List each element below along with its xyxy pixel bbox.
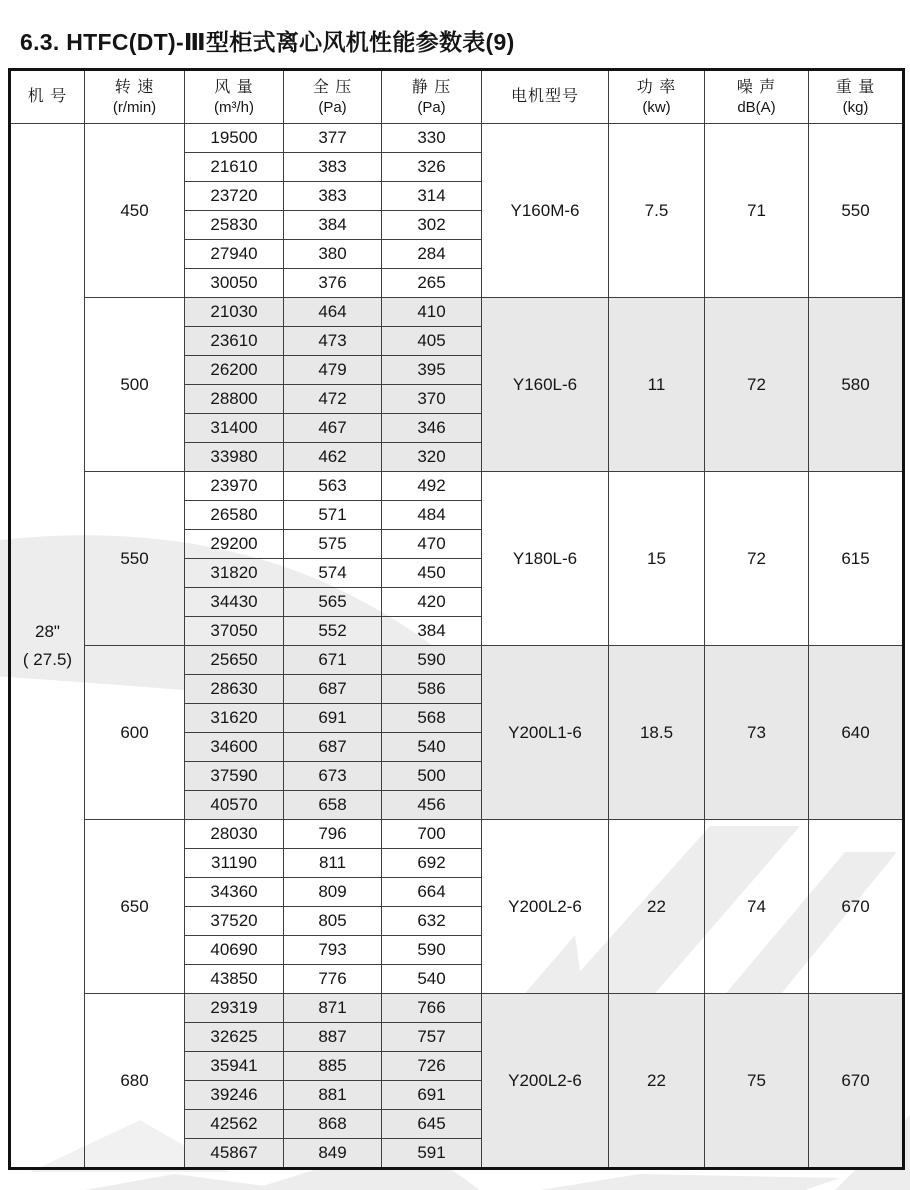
table-row bbox=[10, 298, 904, 327]
static-pressure-cell: 500 bbox=[382, 762, 482, 791]
noise-cell: 72 bbox=[705, 298, 809, 472]
total-pressure-cell: 384 bbox=[284, 211, 382, 240]
static-pressure-cell: 456 bbox=[382, 791, 482, 820]
airflow-cell: 31820 bbox=[185, 559, 284, 588]
total-pressure-cell: 776 bbox=[284, 965, 382, 994]
table-row bbox=[10, 646, 904, 675]
header-label: 全 压 bbox=[312, 78, 353, 96]
table-header-row bbox=[10, 70, 904, 124]
header-unit: dB(A) bbox=[737, 98, 776, 116]
header-unit: (Pa) bbox=[318, 98, 347, 116]
static-pressure-cell: 420 bbox=[382, 588, 482, 617]
header-cell-weight bbox=[809, 70, 904, 124]
static-pressure-cell: 540 bbox=[382, 965, 482, 994]
total-pressure-cell: 479 bbox=[284, 356, 382, 385]
static-pressure-cell: 470 bbox=[382, 530, 482, 559]
power-cell: 22 bbox=[609, 820, 705, 994]
header-unit: (kw) bbox=[642, 98, 671, 116]
watermark-wedge-bottom-wide bbox=[540, 1174, 840, 1190]
motor-model-cell: Y200L2-6 bbox=[482, 994, 609, 1169]
total-pressure-cell: 565 bbox=[284, 588, 382, 617]
total-pressure-cell: 673 bbox=[284, 762, 382, 791]
static-pressure-cell: 540 bbox=[382, 733, 482, 762]
header-cell-speed bbox=[85, 70, 185, 124]
table-row bbox=[10, 820, 904, 849]
noise-cell: 74 bbox=[705, 820, 809, 994]
static-pressure-cell: 384 bbox=[382, 617, 482, 646]
header-unit: (r/min) bbox=[112, 98, 157, 116]
static-pressure-cell: 450 bbox=[382, 559, 482, 588]
header-label: 风 量 bbox=[214, 78, 254, 96]
speed-cell: 450 bbox=[85, 124, 185, 298]
speed-cell: 500 bbox=[85, 298, 185, 472]
airflow-cell: 39246 bbox=[185, 1081, 284, 1110]
airflow-cell: 35941 bbox=[185, 1052, 284, 1081]
total-pressure-cell: 377 bbox=[284, 124, 382, 153]
static-pressure-cell: 284 bbox=[382, 240, 482, 269]
noise-cell: 75 bbox=[705, 994, 809, 1169]
static-pressure-cell: 314 bbox=[382, 182, 482, 211]
total-pressure-cell: 574 bbox=[284, 559, 382, 588]
static-pressure-cell: 302 bbox=[382, 211, 482, 240]
total-pressure-cell: 563 bbox=[284, 472, 382, 501]
total-pressure-cell: 885 bbox=[284, 1052, 382, 1081]
airflow-cell: 30050 bbox=[185, 269, 284, 298]
header-unit: (kg) bbox=[842, 98, 869, 116]
noise-cell: 71 bbox=[705, 124, 809, 298]
airflow-cell: 32625 bbox=[185, 1023, 284, 1052]
noise-cell: 73 bbox=[705, 646, 809, 820]
airflow-cell: 37520 bbox=[185, 907, 284, 936]
airflow-cell: 23610 bbox=[185, 327, 284, 356]
machine-number-cell bbox=[10, 124, 85, 1169]
airflow-cell: 26200 bbox=[185, 356, 284, 385]
weight-cell: 580 bbox=[809, 298, 904, 472]
page-title: 6.3. HTFC(DT)-Ⅲ型柜式离心风机性能参数表(9) bbox=[20, 29, 515, 55]
airflow-cell: 28030 bbox=[185, 820, 284, 849]
header-cell-static-pressure bbox=[382, 70, 482, 124]
total-pressure-cell: 881 bbox=[284, 1081, 382, 1110]
static-pressure-cell: 590 bbox=[382, 646, 482, 675]
airflow-cell: 33980 bbox=[185, 443, 284, 472]
total-pressure-cell: 380 bbox=[284, 240, 382, 269]
static-pressure-cell: 692 bbox=[382, 849, 482, 878]
static-pressure-cell: 632 bbox=[382, 907, 482, 936]
total-pressure-cell: 571 bbox=[284, 501, 382, 530]
airflow-cell: 28800 bbox=[185, 385, 284, 414]
power-cell: 11 bbox=[609, 298, 705, 472]
airflow-cell: 28630 bbox=[185, 675, 284, 704]
airflow-cell: 31190 bbox=[185, 849, 284, 878]
speed-cell: 600 bbox=[85, 646, 185, 820]
total-pressure-cell: 552 bbox=[284, 617, 382, 646]
static-pressure-cell: 320 bbox=[382, 443, 482, 472]
static-pressure-cell: 484 bbox=[382, 501, 482, 530]
airflow-cell: 42562 bbox=[185, 1110, 284, 1139]
total-pressure-cell: 671 bbox=[284, 646, 382, 675]
static-pressure-cell: 330 bbox=[382, 124, 482, 153]
header-label: 转 速 bbox=[114, 78, 155, 96]
airflow-cell: 23720 bbox=[185, 182, 284, 211]
total-pressure-cell: 467 bbox=[284, 414, 382, 443]
airflow-cell: 27940 bbox=[185, 240, 284, 269]
static-pressure-cell: 766 bbox=[382, 994, 482, 1023]
total-pressure-cell: 887 bbox=[284, 1023, 382, 1052]
static-pressure-cell: 645 bbox=[382, 1110, 482, 1139]
airflow-cell: 31620 bbox=[185, 704, 284, 733]
header-cell-total-pressure bbox=[284, 70, 382, 124]
static-pressure-cell: 757 bbox=[382, 1023, 482, 1052]
airflow-cell: 37590 bbox=[185, 762, 284, 791]
header-unit: (m³/h) bbox=[214, 98, 254, 116]
speed-cell: 680 bbox=[85, 994, 185, 1169]
performance-table bbox=[8, 68, 905, 1170]
motor-model-cell: Y160M-6 bbox=[482, 124, 609, 298]
total-pressure-cell: 383 bbox=[284, 153, 382, 182]
total-pressure-cell: 376 bbox=[284, 269, 382, 298]
total-pressure-cell: 793 bbox=[284, 936, 382, 965]
airflow-cell: 19500 bbox=[185, 124, 284, 153]
static-pressure-cell: 395 bbox=[382, 356, 482, 385]
static-pressure-cell: 370 bbox=[382, 385, 482, 414]
airflow-cell: 37050 bbox=[185, 617, 284, 646]
table-row bbox=[10, 124, 904, 153]
header-cell-power bbox=[609, 70, 705, 124]
header-label: 重 量 bbox=[835, 78, 876, 96]
machine-number-line2: ( 27.5) bbox=[22, 649, 73, 669]
total-pressure-cell: 871 bbox=[284, 994, 382, 1023]
total-pressure-cell: 805 bbox=[284, 907, 382, 936]
header-unit: (Pa) bbox=[417, 98, 446, 116]
motor-model-cell: Y200L2-6 bbox=[482, 820, 609, 994]
machine-number-line1: 28" bbox=[35, 622, 60, 642]
airflow-cell: 31400 bbox=[185, 414, 284, 443]
total-pressure-cell: 464 bbox=[284, 298, 382, 327]
static-pressure-cell: 726 bbox=[382, 1052, 482, 1081]
airflow-cell: 21030 bbox=[185, 298, 284, 327]
weight-cell: 615 bbox=[809, 472, 904, 646]
total-pressure-cell: 462 bbox=[284, 443, 382, 472]
speed-cell: 550 bbox=[85, 472, 185, 646]
airflow-cell: 29200 bbox=[185, 530, 284, 559]
airflow-cell: 23970 bbox=[185, 472, 284, 501]
airflow-cell: 26580 bbox=[185, 501, 284, 530]
static-pressure-cell: 591 bbox=[382, 1139, 482, 1169]
airflow-cell: 34360 bbox=[185, 878, 284, 907]
airflow-cell: 45867 bbox=[185, 1139, 284, 1169]
static-pressure-cell: 492 bbox=[382, 472, 482, 501]
weight-cell: 670 bbox=[809, 820, 904, 994]
static-pressure-cell: 410 bbox=[382, 298, 482, 327]
static-pressure-cell: 326 bbox=[382, 153, 482, 182]
static-pressure-cell: 691 bbox=[382, 1081, 482, 1110]
static-pressure-cell: 700 bbox=[382, 820, 482, 849]
header-cell-motor-model bbox=[482, 70, 609, 124]
total-pressure-cell: 868 bbox=[284, 1110, 382, 1139]
total-pressure-cell: 383 bbox=[284, 182, 382, 211]
motor-model-cell: Y180L-6 bbox=[482, 472, 609, 646]
airflow-cell: 40690 bbox=[185, 936, 284, 965]
weight-cell: 640 bbox=[809, 646, 904, 820]
table-row bbox=[10, 994, 904, 1023]
power-cell: 7.5 bbox=[609, 124, 705, 298]
total-pressure-cell: 658 bbox=[284, 791, 382, 820]
motor-model-cell: Y160L-6 bbox=[482, 298, 609, 472]
header-cell-machine-no bbox=[10, 70, 85, 124]
header-label: 机 号 bbox=[27, 87, 68, 105]
weight-cell: 670 bbox=[809, 994, 904, 1169]
header-label: 功 率 bbox=[636, 78, 677, 96]
total-pressure-cell: 796 bbox=[284, 820, 382, 849]
total-pressure-cell: 473 bbox=[284, 327, 382, 356]
airflow-cell: 25650 bbox=[185, 646, 284, 675]
static-pressure-cell: 568 bbox=[382, 704, 482, 733]
speed-cell: 650 bbox=[85, 820, 185, 994]
static-pressure-cell: 664 bbox=[382, 878, 482, 907]
airflow-cell: 21610 bbox=[185, 153, 284, 182]
header-label: 静 压 bbox=[411, 78, 452, 96]
motor-model-cell: Y200L1-6 bbox=[482, 646, 609, 820]
airflow-cell: 25830 bbox=[185, 211, 284, 240]
noise-cell: 72 bbox=[705, 472, 809, 646]
header-label: 电机型号 bbox=[510, 87, 579, 105]
header-cell-noise bbox=[705, 70, 809, 124]
power-cell: 22 bbox=[609, 994, 705, 1169]
table-row bbox=[10, 472, 904, 501]
static-pressure-cell: 586 bbox=[382, 675, 482, 704]
static-pressure-cell: 265 bbox=[382, 269, 482, 298]
total-pressure-cell: 575 bbox=[284, 530, 382, 559]
static-pressure-cell: 590 bbox=[382, 936, 482, 965]
total-pressure-cell: 691 bbox=[284, 704, 382, 733]
airflow-cell: 43850 bbox=[185, 965, 284, 994]
power-cell: 15 bbox=[609, 472, 705, 646]
static-pressure-cell: 346 bbox=[382, 414, 482, 443]
total-pressure-cell: 849 bbox=[284, 1139, 382, 1169]
header-cell-airflow bbox=[185, 70, 284, 124]
power-cell: 18.5 bbox=[609, 646, 705, 820]
airflow-cell: 40570 bbox=[185, 791, 284, 820]
table-body bbox=[10, 124, 904, 1169]
airflow-cell: 29319 bbox=[185, 994, 284, 1023]
static-pressure-cell: 405 bbox=[382, 327, 482, 356]
airflow-cell: 34600 bbox=[185, 733, 284, 762]
total-pressure-cell: 811 bbox=[284, 849, 382, 878]
airflow-cell: 34430 bbox=[185, 588, 284, 617]
total-pressure-cell: 472 bbox=[284, 385, 382, 414]
total-pressure-cell: 687 bbox=[284, 675, 382, 704]
total-pressure-cell: 687 bbox=[284, 733, 382, 762]
total-pressure-cell: 809 bbox=[284, 878, 382, 907]
weight-cell: 550 bbox=[809, 124, 904, 298]
header-label: 噪 声 bbox=[736, 78, 777, 96]
